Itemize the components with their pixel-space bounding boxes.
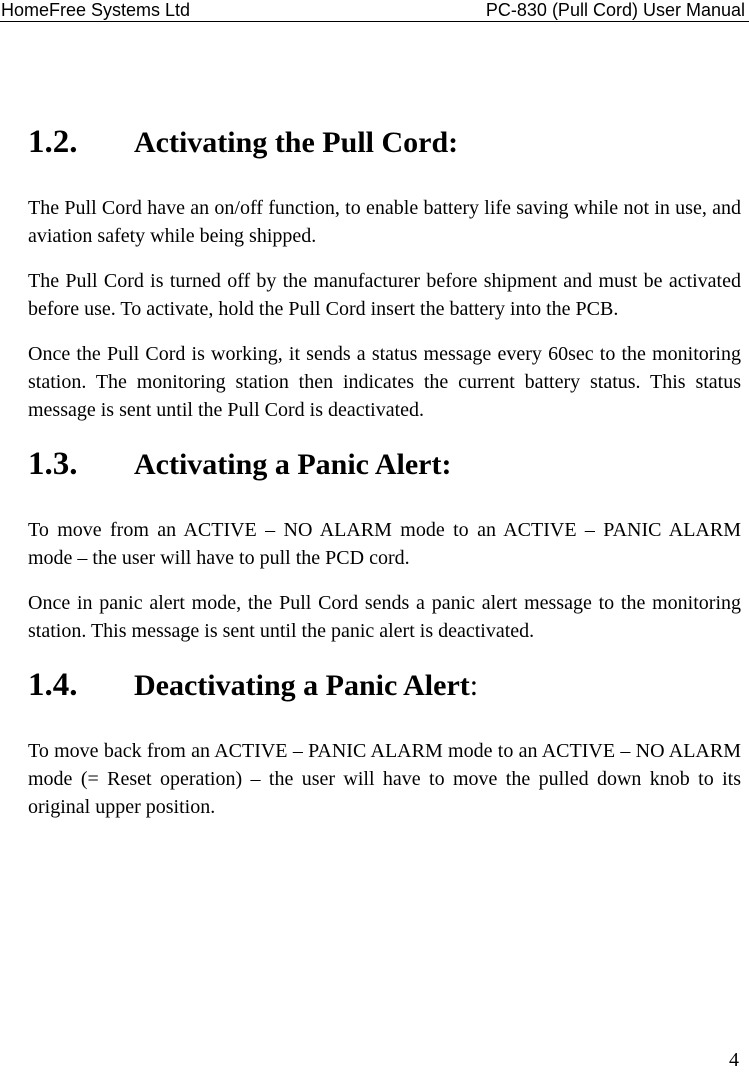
paragraph: Once in panic alert mode, the Pull Cord sends a panic alert message to the monitoring station. This message is sent until the panic alert is deactivated. — [28, 592, 741, 642]
section-title: Deactivating a Panic Alert — [134, 669, 470, 702]
section-activating-panic-alert — [28, 442, 741, 645]
header-company: HomeFree Systems Ltd — [1, 0, 191, 20]
section-title-suffix: : — [469, 669, 479, 702]
section-deactivating-panic-alert — [28, 663, 741, 821]
paragraph: Once the Pull Cord is working, it sends a status message every 60sec to the monitoring station. The monitoring station then indicates the current battery status. This status message is sent until the Pull Cord is deactivated. — [28, 343, 741, 421]
section-heading — [28, 663, 741, 707]
section-title: Activating the Pull Cord: — [134, 126, 459, 159]
document-body — [28, 120, 741, 838]
section-activating-pull-cord — [28, 120, 741, 424]
header-manual-title: PC-830 (Pull Cord) User Manual — [485, 0, 745, 20]
paragraph: The Pull Cord is turned off by the manufacturer before shipment and must be activated before use. To activate, hold the Pull Cord insert the battery into the PCB. — [28, 270, 741, 320]
section-heading — [28, 442, 741, 486]
section-title: Activating a Panic Alert: — [134, 448, 452, 481]
paragraph: To move from an ACTIVE – NO ALARM mode to an ACTIVE – PANIC ALARM mode – the user will have to pull the PCD cord. — [28, 519, 741, 569]
section-number: 1.4. — [28, 667, 78, 703]
page-header — [0, 0, 749, 22]
paragraph: The Pull Cord have an on/off function, to enable battery life saving while not in use, and aviation safety while being shipped. — [28, 197, 741, 247]
paragraph: To move back from an ACTIVE – PANIC ALARM mode to an ACTIVE – NO ALARM mode (= Reset operation) – the user will have to move the pulled down knob to its original upper position. — [28, 740, 741, 818]
page-number: 4 — [729, 1049, 739, 1071]
section-heading — [28, 120, 741, 164]
section-number: 1.3. — [28, 446, 78, 482]
section-number: 1.2. — [28, 124, 78, 160]
